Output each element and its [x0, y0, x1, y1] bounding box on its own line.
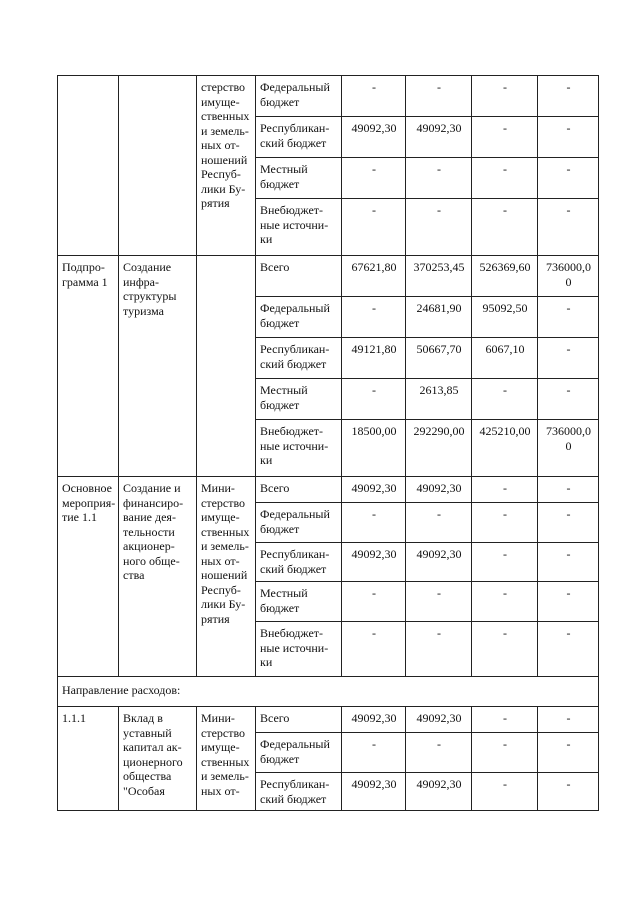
table-row — [58, 677, 599, 707]
table-body — [58, 76, 599, 811]
amount-cell: 49092,30 — [406, 707, 472, 733]
amount-cell: - — [538, 773, 599, 811]
main-activity-name-cell: Создание и финансиро- вание дея- тельности акционер- ного обще- ства — [119, 477, 197, 677]
amount-cell: - — [342, 379, 406, 420]
funding-source-cell: Всего — [256, 707, 342, 733]
funding-source-cell: Республикан- ский бюджет — [256, 117, 342, 158]
table-row — [58, 256, 599, 297]
amount-cell: - — [472, 503, 538, 543]
amount-cell: - — [342, 503, 406, 543]
amount-cell: - — [472, 76, 538, 117]
amount-cell: - — [342, 582, 406, 622]
amount-cell: 49092,30 — [342, 707, 406, 733]
amount-cell: - — [538, 733, 599, 773]
amount-cell: - — [342, 158, 406, 199]
item-111-code-cell: 1.1.1 — [58, 707, 119, 811]
amount-cell: - — [538, 297, 599, 338]
subprogram-name-cell: Создание инфра- структуры туризма — [119, 256, 197, 477]
amount-cell: - — [472, 117, 538, 158]
funding-source-cell: Республикан- ский бюджет — [256, 338, 342, 379]
amount-cell: 67621,80 — [342, 256, 406, 297]
table-row — [58, 477, 599, 503]
funding-source-cell: Всего — [256, 477, 342, 503]
amount-cell: - — [406, 76, 472, 117]
subprogram-executor-cell — [197, 256, 256, 477]
amount-cell: - — [472, 707, 538, 733]
amount-cell: 49092,30 — [342, 117, 406, 158]
amount-cell: 18500,00 — [342, 420, 406, 477]
main-activity-executor-cell: Мини- стерство имуще- ственных и земель- ных от- ношений Респуб- лики Бу- рятия — [197, 477, 256, 677]
table-row — [58, 76, 599, 117]
amount-cell: 425210,00 — [472, 420, 538, 477]
budget-table — [57, 75, 599, 811]
funding-source-cell: Республикан- ский бюджет — [256, 543, 342, 582]
amount-cell: - — [406, 622, 472, 677]
funding-source-cell: Внебюджет- ные источни- ки — [256, 420, 342, 477]
amount-cell: 49092,30 — [342, 773, 406, 811]
amount-cell: - — [406, 503, 472, 543]
funding-source-cell: Местный бюджет — [256, 379, 342, 420]
funding-source-cell: Всего — [256, 256, 342, 297]
amount-cell: - — [538, 379, 599, 420]
amount-cell: - — [538, 117, 599, 158]
amount-cell: - — [538, 503, 599, 543]
amount-cell: - — [538, 76, 599, 117]
amount-cell: - — [472, 477, 538, 503]
amount-cell: - — [472, 622, 538, 677]
funding-source-cell: Федеральный бюджет — [256, 76, 342, 117]
amount-cell: 2613,85 — [406, 379, 472, 420]
amount-cell: 736000,0 0 — [538, 420, 599, 477]
amount-cell: - — [538, 622, 599, 677]
funding-source-cell: Местный бюджет — [256, 158, 342, 199]
amount-cell: - — [538, 582, 599, 622]
amount-cell: - — [538, 543, 599, 582]
amount-cell: 6067,10 — [472, 338, 538, 379]
amount-cell: 50667,70 — [406, 338, 472, 379]
amount-cell: 526369,60 — [472, 256, 538, 297]
continued-name-cell — [119, 76, 197, 256]
amount-cell: - — [538, 199, 599, 256]
amount-cell: 49092,30 — [342, 477, 406, 503]
table-row — [58, 707, 599, 733]
amount-cell: - — [342, 622, 406, 677]
amount-cell: - — [538, 707, 599, 733]
amount-cell: - — [472, 543, 538, 582]
funding-source-cell: Федеральный бюджет — [256, 503, 342, 543]
expense-direction-heading: Направление расходов: — [58, 677, 599, 707]
amount-cell: - — [406, 199, 472, 256]
funding-source-cell: Федеральный бюджет — [256, 733, 342, 773]
amount-cell: - — [538, 338, 599, 379]
amount-cell: - — [472, 158, 538, 199]
continued-executor-cell: стерство имуще- ственных и земель- ных от- ношений Респуб- лики Бу- рятия — [197, 76, 256, 256]
amount-cell: - — [406, 733, 472, 773]
funding-source-cell: Республикан- ский бюджет — [256, 773, 342, 811]
amount-cell: - — [472, 773, 538, 811]
amount-cell: 370253,45 — [406, 256, 472, 297]
amount-cell: - — [342, 199, 406, 256]
main-activity-code-cell: Основное мероприя- тие 1.1 — [58, 477, 119, 677]
amount-cell: - — [538, 477, 599, 503]
amount-cell: - — [406, 582, 472, 622]
continued-code-cell — [58, 76, 119, 256]
funding-source-cell: Местный бюджет — [256, 582, 342, 622]
funding-source-cell: Внебюджет- ные источни- ки — [256, 622, 342, 677]
amount-cell: 49121,80 — [342, 338, 406, 379]
amount-cell: - — [472, 582, 538, 622]
amount-cell: 24681,90 — [406, 297, 472, 338]
amount-cell: - — [472, 733, 538, 773]
amount-cell: - — [406, 158, 472, 199]
item-111-name-cell: Вклад в уставный капитал ак- ционерного общества "Особая — [119, 707, 197, 811]
item-111-executor-cell: Мини- стерство имуще- ственных и земель- ных от- — [197, 707, 256, 811]
amount-cell: - — [342, 733, 406, 773]
funding-source-cell: Внебюджет- ные источни- ки — [256, 199, 342, 256]
amount-cell: 49092,30 — [406, 477, 472, 503]
amount-cell: - — [472, 199, 538, 256]
amount-cell: - — [342, 297, 406, 338]
amount-cell: - — [538, 158, 599, 199]
amount-cell: 95092,50 — [472, 297, 538, 338]
amount-cell: 49092,30 — [406, 773, 472, 811]
amount-cell: 736000,0 0 — [538, 256, 599, 297]
amount-cell: 292290,00 — [406, 420, 472, 477]
subprogram-code-cell: Подпро- грамма 1 — [58, 256, 119, 477]
amount-cell: 49092,30 — [342, 543, 406, 582]
funding-source-cell: Федеральный бюджет — [256, 297, 342, 338]
amount-cell: - — [472, 379, 538, 420]
amount-cell: - — [342, 76, 406, 117]
amount-cell: 49092,30 — [406, 543, 472, 582]
amount-cell: 49092,30 — [406, 117, 472, 158]
